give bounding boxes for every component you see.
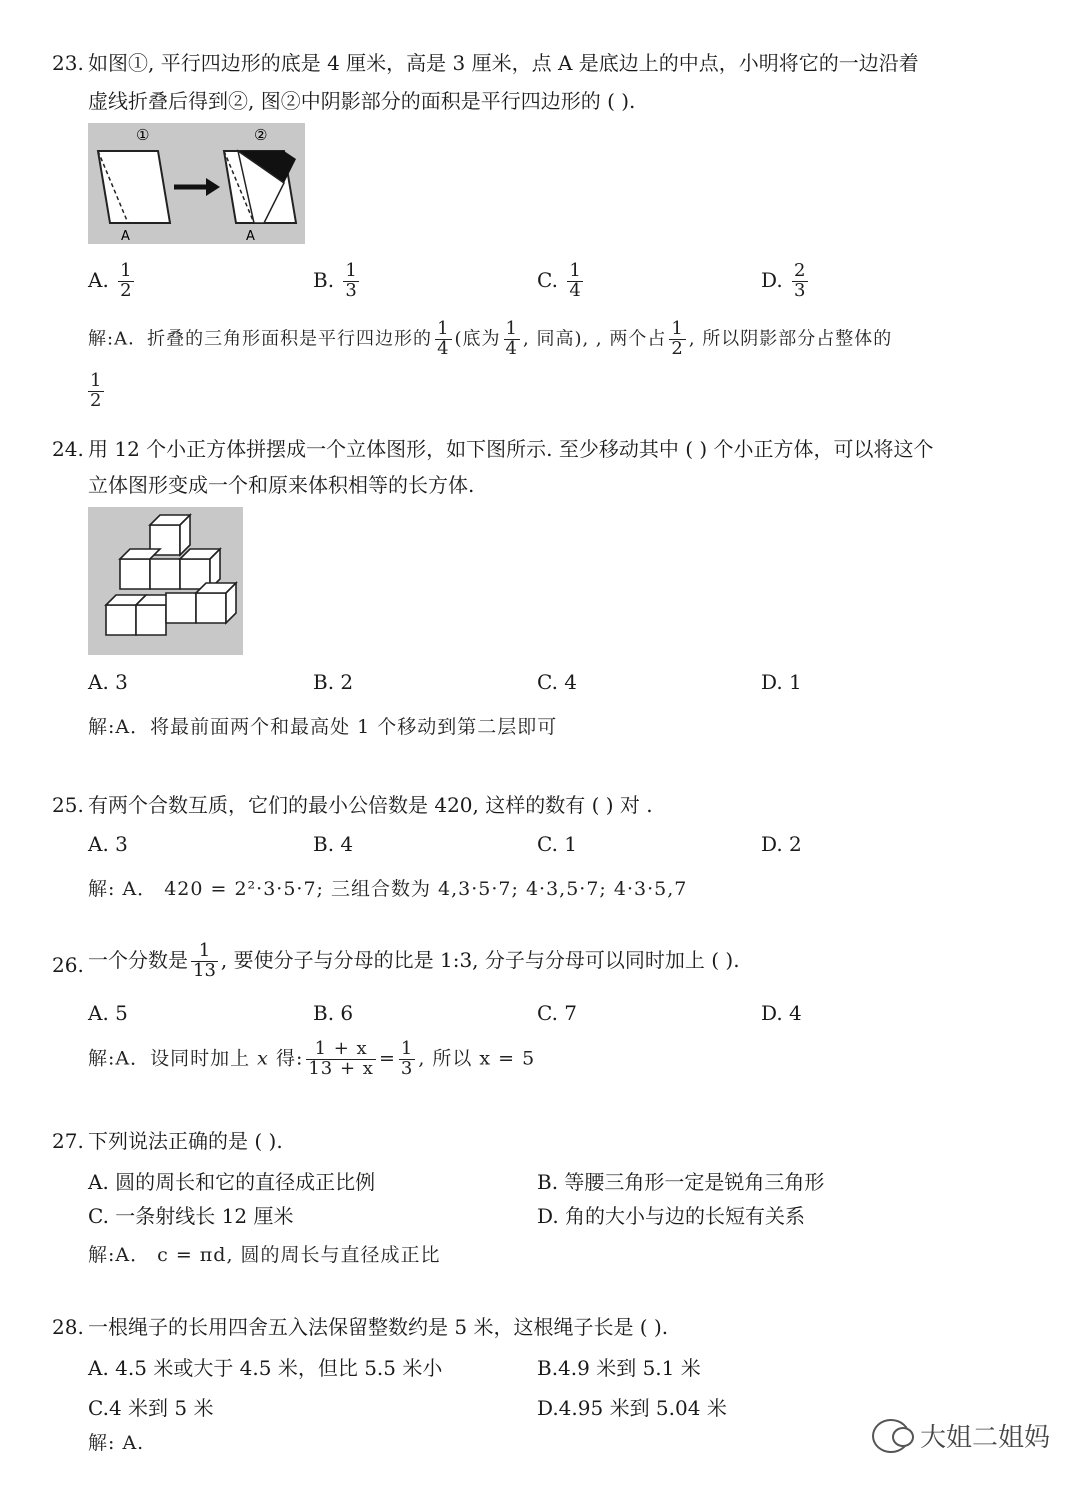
figure-1-label: ①	[136, 126, 150, 144]
cube	[136, 605, 166, 635]
solution-25: 解: A． 420 = 2²·3·5·7; 三组合数为 4,3·5·7; 4·3,5·7; 4·3·5,7	[88, 878, 688, 900]
option-a[interactable]: A. 3	[88, 832, 128, 856]
question-text-line2: 立体图形变成一个和原来体积相等的长方体.	[88, 473, 475, 497]
option-a[interactable]	[88, 262, 137, 301]
solution-27: 解:A． c = πd, 圆的周长与直径成正比	[88, 1244, 441, 1266]
arrow-icon	[206, 178, 220, 196]
option-c[interactable]: C.4 米到 5 米	[88, 1396, 214, 1420]
cube	[196, 593, 226, 623]
question-25	[0, 788, 1080, 824]
option-b[interactable]	[313, 262, 362, 301]
option-b[interactable]: B.4.9 米到 5.1 米	[537, 1356, 701, 1380]
question-28	[0, 1310, 1080, 1346]
cube	[150, 559, 180, 589]
option-d[interactable]	[761, 262, 811, 301]
option-fraction: $\frac{1}{2}$	[120, 260, 132, 301]
option-fraction: $\frac{1}{3}$	[345, 260, 357, 301]
option-fraction: $\frac{1}{4}$	[569, 260, 581, 301]
option-c[interactable]: C. 7	[537, 1001, 578, 1025]
cube	[106, 605, 136, 635]
point-a-label-1: A	[121, 229, 130, 244]
question-26	[0, 942, 1080, 992]
fold-diagram	[88, 123, 305, 244]
cube	[120, 559, 150, 589]
question-text: 下列说法正确的是 ( ).	[88, 1129, 283, 1153]
question-text: 一根绳子的长用四舍五入法保留整数约是 5 米，这根绳子长是 ( ).	[88, 1315, 669, 1339]
question-text: 有两个合数互质，它们的最小公倍数是 420, 这样的数有 ( ) 对 .	[88, 793, 653, 817]
option-a[interactable]: A. 3	[88, 670, 128, 694]
option-d[interactable]: D. 1	[761, 670, 802, 694]
question-number: 24.	[52, 437, 84, 461]
point-a-label-2: A	[246, 229, 255, 244]
option-fraction: $\frac{2}{3}$	[794, 260, 806, 301]
option-b[interactable]: B. 4	[313, 832, 354, 856]
wechat-icon	[872, 1419, 910, 1453]
question-number: 28.	[52, 1315, 84, 1339]
option-letter: B.	[313, 267, 335, 292]
cube-stack-diagram	[88, 507, 243, 655]
parallelogram-shape	[98, 151, 170, 223]
option-c[interactable]: C. 4	[537, 670, 578, 694]
question-27	[0, 1124, 1080, 1160]
cube	[166, 593, 196, 623]
option-d[interactable]: D.4.95 米到 5.04 米	[537, 1396, 727, 1420]
option-a[interactable]: A. 4.5 米或大于 4.5 米，但比 5.5 米小	[88, 1356, 443, 1380]
question-number: 27.	[52, 1129, 84, 1153]
option-letter: D.	[761, 267, 783, 292]
option-c[interactable]: C. 一条射线长 12 厘米	[88, 1204, 294, 1228]
option-b[interactable]: B. 2	[313, 670, 354, 694]
option-letter: C.	[537, 267, 558, 292]
solution-23-continued: $\frac{1}{2}$	[90, 370, 103, 411]
option-b[interactable]: B. 等腰三角形一定是锐角三角形	[537, 1170, 825, 1194]
solution-26: 解:A．设同时加上 x 得: $\frac{1 + x}{13 + x}$ = $\frac{1}{3}$ , 所以 x = 5	[88, 1038, 536, 1079]
cube-stack-figure	[88, 507, 243, 655]
question-text: 一个分数是 $\frac{1}{13}$ , 要使分子与分母的比是 1:3, 分子与分母可以同时加上 ( ).	[88, 940, 740, 981]
option-d[interactable]: D. 2	[761, 832, 802, 856]
cube	[120, 549, 160, 559]
watermark	[872, 1417, 1050, 1454]
question-text-line1: 如图①, 平行四边形的底是 4 厘米，高是 3 厘米，点 A 是底边上的中点，小明将它的一边沿着	[88, 51, 919, 75]
question-number: 23.	[52, 51, 84, 75]
option-c[interactable]	[537, 262, 586, 301]
question-24	[0, 432, 1080, 512]
solution-24: 解:A．将最前面两个和最高处 1 个移动到第二层即可	[88, 716, 558, 738]
question-text-line2: 虚线折叠后得到②, 图②中阴影部分的面积是平行四边形的 ( ).	[88, 89, 636, 113]
option-d[interactable]: D. 4	[761, 1001, 802, 1025]
option-b[interactable]: B. 6	[313, 1001, 354, 1025]
question-number: 25.	[52, 793, 84, 817]
option-letter: A.	[88, 267, 109, 292]
question-text-line1: 用 12 个小正方体拼摆成一个立体图形，如下图所示. 至少移动其中 ( ) 个小正方体，可以将这个	[88, 437, 934, 461]
option-a[interactable]: A. 圆的周长和它的直径成正比例	[88, 1170, 376, 1194]
question-number: 26.	[52, 953, 84, 977]
watermark-text: 大姐二姐妈	[919, 1423, 1050, 1453]
figure-2-label: ②	[254, 126, 268, 144]
option-c[interactable]: C. 1	[537, 832, 578, 856]
parallelogram-fold-figure	[88, 123, 305, 244]
option-a[interactable]: A. 5	[88, 1001, 128, 1025]
solution-23: 解:A．折叠的三角形面积是平行四边形的 $\frac{1}{4}$ (底为 $\frac{1}{4}$ , 同高), , 两个占 $\frac{1}{2}$ , 所以阴影部分占整体的	[88, 318, 893, 359]
solution-28: 解: A.	[88, 1432, 145, 1454]
question-23	[0, 46, 1080, 126]
option-d[interactable]: D. 角的大小与边的长短有关系	[537, 1204, 806, 1228]
